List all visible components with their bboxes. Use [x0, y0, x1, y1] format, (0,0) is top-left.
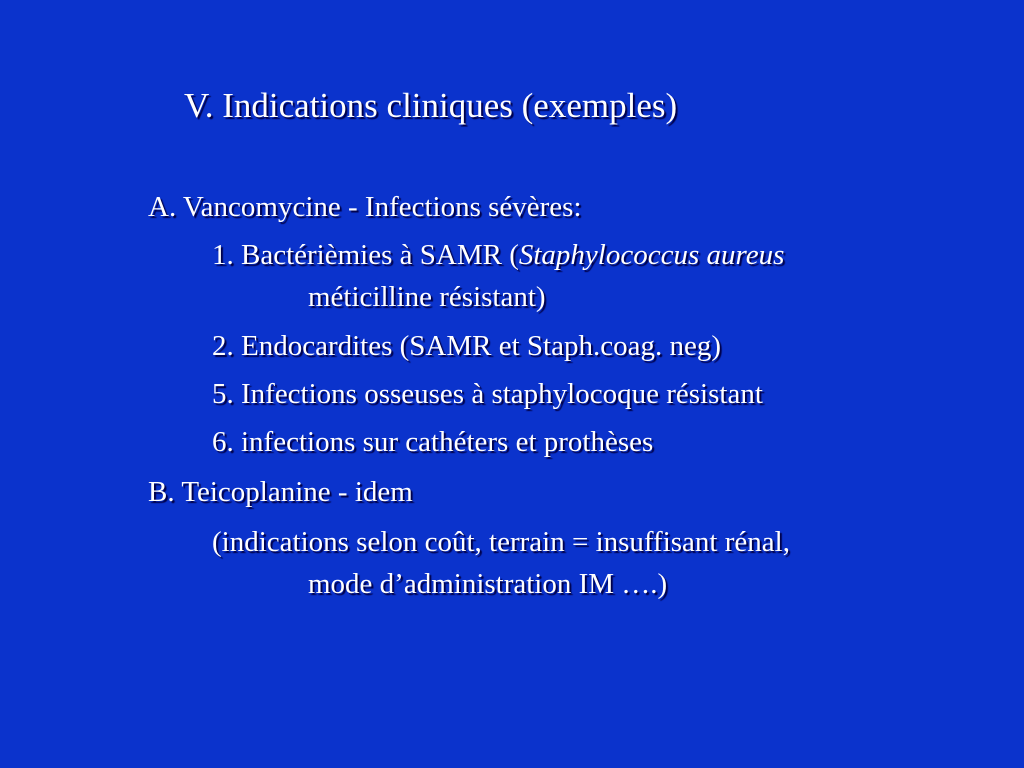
section-a-item-3: 5. Infections osseuses à staphylocoque résistant: [212, 378, 763, 410]
item-1-italic-organism: Staphylococcus aureus: [518, 239, 785, 271]
section-a-item-4: 6. infections sur cathéters et prothèses: [212, 426, 654, 458]
section-b-heading: B. Teicoplanine - idem: [148, 476, 413, 508]
section-a-heading: A. Vancomycine - Infections sévères:: [148, 191, 582, 223]
slide-title: V. Indications cliniques (exemples): [184, 86, 678, 125]
section-b-note-line-2: mode d’administration IM ….): [308, 568, 668, 600]
section-a-item-1-line-1: [212, 239, 784, 272]
section-b-note-line-1: (indications selon coût, terrain = insuffisant rénal,: [212, 526, 790, 558]
section-a-item-2: 2. Endocardites (SAMR et Staph.coag. neg): [212, 330, 722, 362]
section-a-item-1-line-2: méticilline résistant): [308, 281, 546, 313]
item-1-prefix: 1. Bactérièmies à SAMR (: [212, 239, 519, 271]
